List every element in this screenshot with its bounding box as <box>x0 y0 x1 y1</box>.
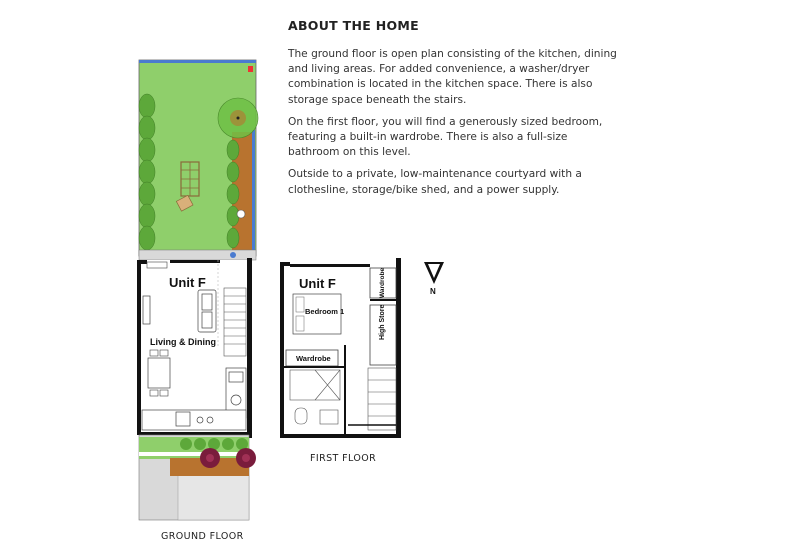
about-heading: ABOUT THE HOME <box>288 18 420 33</box>
paving-strip <box>139 250 256 260</box>
ff-unit-label: Unit F <box>299 276 336 291</box>
top-fence <box>139 60 256 63</box>
gf-wall-right <box>247 258 252 438</box>
about-paragraph-courtyard: Outside to a private, low-maintenance courtyard with a clothesline, storage/bike shed, and a power supply. <box>288 168 582 196</box>
about-paragraph-ground-floor: The ground floor is open plan consisting of the kitchen, dining and living areas. For added convenience, a washer/dryer combination is located in the kitchen space. There is also storage space beneath the stairs. <box>288 48 617 106</box>
ff-wall-right <box>396 258 401 438</box>
right-shrubs <box>227 140 239 248</box>
gf-room-label: Living & Dining <box>150 337 216 347</box>
about-section <box>288 18 788 205</box>
sofa <box>198 290 216 332</box>
ff-wall-left <box>280 262 284 438</box>
gf-unit-label: Unit F <box>169 275 206 290</box>
about-paragraph-first-floor: On the first floor, you will find a generously sized bedroom, featuring a built-in wardrobe. There is also a full-size bathroom on this level. <box>288 115 603 159</box>
gf-wall-left <box>137 260 141 435</box>
ff-wardrobe-label: Wardrobe <box>296 354 331 363</box>
front-yard <box>139 435 256 520</box>
courtyard <box>139 60 258 260</box>
blue-edge <box>252 130 255 255</box>
north-arrow-icon <box>424 262 444 284</box>
ff-wardrobe-side-label: Wardrobe <box>379 267 386 298</box>
ff-caption: FIRST FLOOR <box>310 453 377 464</box>
dining-table <box>148 358 170 388</box>
front-shrubs <box>180 438 248 450</box>
ff-high-store-label: High Store <box>379 304 386 340</box>
compass-label: N <box>430 287 436 296</box>
ff-bedroom-label: Bedroom 1 <box>305 307 345 316</box>
gf-caption: GROUND FLOOR <box>161 531 244 542</box>
